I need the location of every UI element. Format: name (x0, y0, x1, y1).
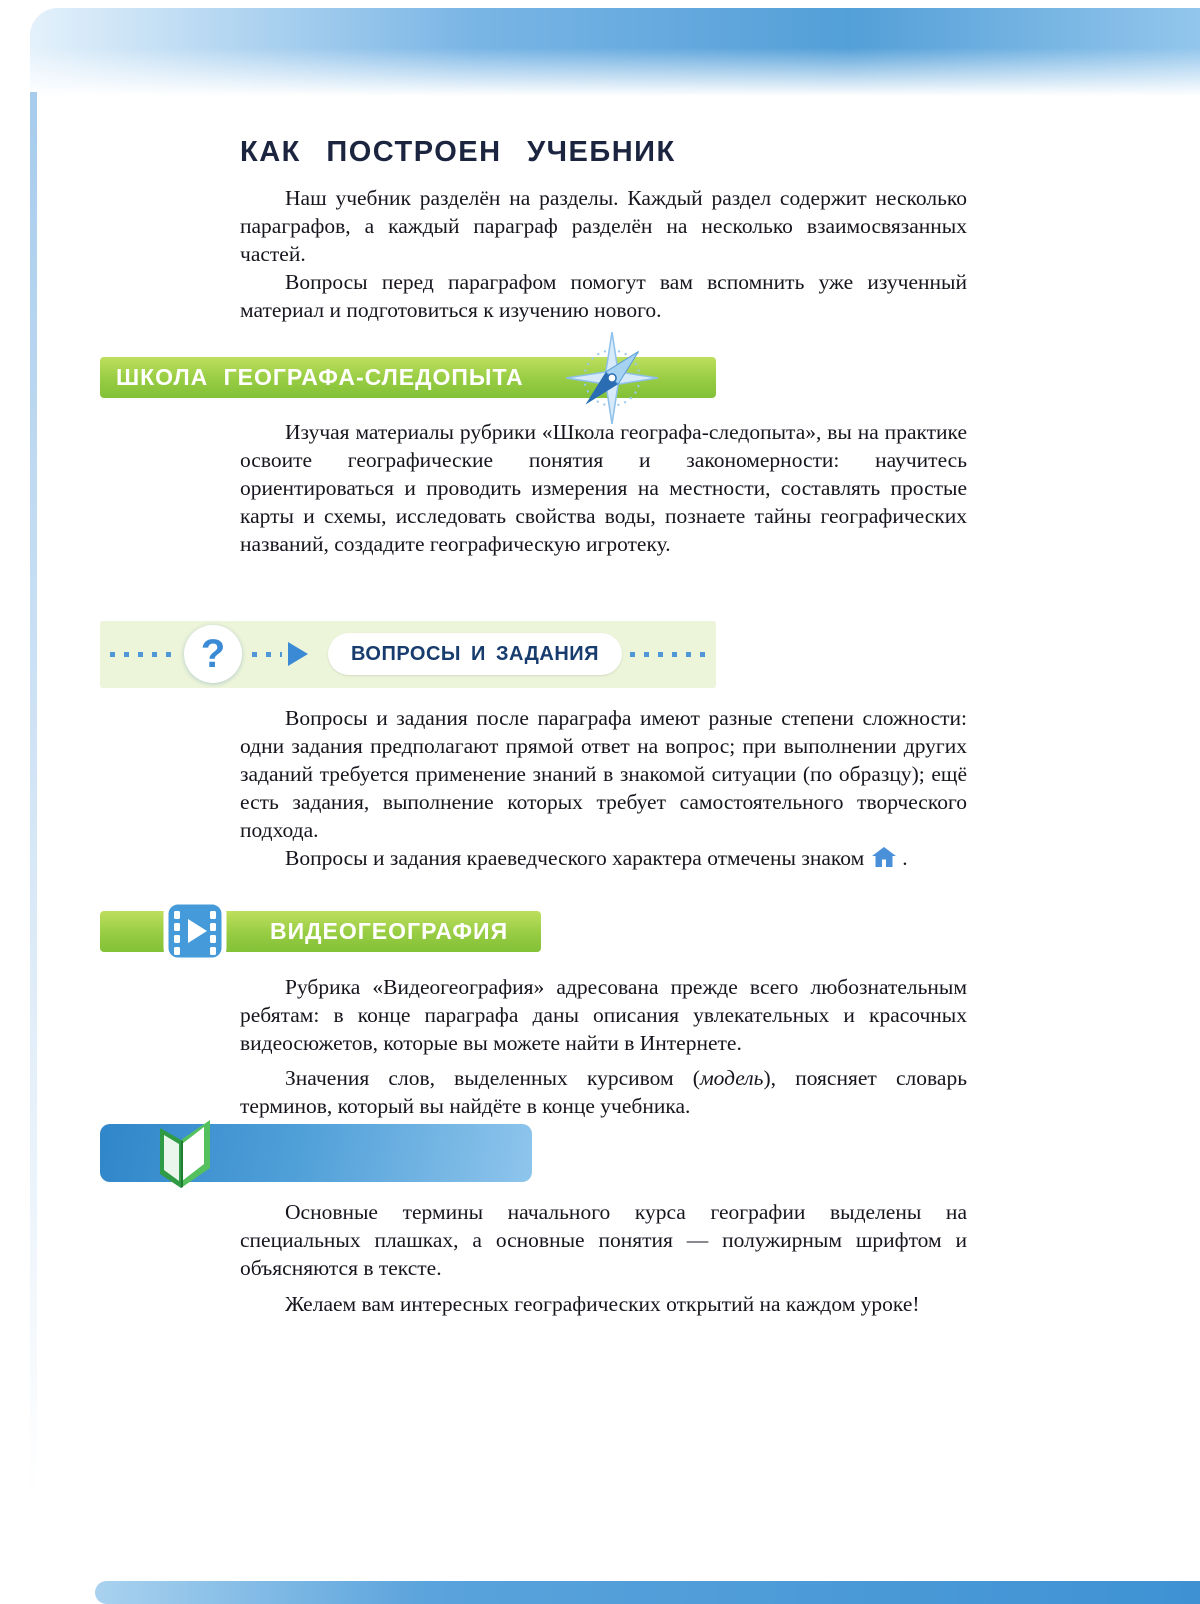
intro-section (240, 184, 967, 324)
banner-school-label: ШКОЛА ГЕОГРАФА-СЛЕДОПЫТА (116, 364, 524, 390)
video-paragraph: Рубрика «Видеогеография» адресована прежде всего любознательным ребятам: в конце параграфа даны описания увлекательных и красочных видеосюжетов, которые вы можете найти в Интернете. (240, 975, 967, 1055)
questions-banner (100, 621, 716, 688)
video-section-text (240, 973, 967, 1057)
left-decorative-strip (30, 92, 37, 1502)
banner-video-label: ВИДЕОГЕОГРАФИЯ (270, 918, 509, 944)
questions-paragraph-2-period: . (902, 846, 908, 870)
dotted-line (630, 652, 706, 657)
questions-paragraph-2-text: Вопросы и задания краеведческого характера отмечены знаком (285, 846, 865, 870)
dotted-line (110, 652, 180, 657)
top-decorative-bar (30, 8, 1200, 96)
glossary-text-before: Значения слов, выделенных курсивом ( (285, 1066, 700, 1090)
questions-paragraph-2 (240, 844, 967, 872)
banner-terms (100, 1124, 532, 1182)
school-paragraph: Изучая материалы рубрики «Школа географа-следопыта», вы на практике освоите географические понятия и закономерности: научитесь ориентироваться и проводить измерения на местности, составлять простые карты и схемы, исследовать свойства воды, познаете тайны географических названий, создадите географическую игротеку. (240, 420, 967, 556)
intro-paragraph-2: Вопросы перед параграфом помогут вам вспомнить уже изученный материал и подготовиться к изучению нового. (240, 270, 967, 322)
banner-videogeography (100, 911, 541, 952)
terms-section-text (240, 1198, 967, 1282)
banner-school-of-geographer (100, 357, 716, 398)
terms-paragraph: Основные термины начального курса географии выделены на специальных плашках, а основные понятия — полужирным шрифтом и объясняются в тексте. (240, 1200, 967, 1280)
video-player-icon (162, 898, 228, 964)
dotted-line (252, 652, 282, 657)
questions-paragraph-1: Вопросы и задания после параграфа имеют разные степени сложности: одни задания предполагают прямой ответ на вопрос; при выполнении других заданий требуется применение знаний в знакомой ситуации (по образцу); ещё есть задания, выполнение которых требует самостоятельного творческого подхода. (240, 706, 967, 842)
questions-banner-label: ВОПРОСЫ И ЗАДАНИЯ (328, 633, 622, 675)
open-book-icon (152, 1110, 218, 1194)
closing-paragraph: Желаем вам интересных географических открытий на каждом уроке! (285, 1292, 920, 1316)
question-mark-glyph: ? (200, 632, 226, 676)
glossary-note (240, 1064, 967, 1120)
bottom-decorative-bar (95, 1581, 1200, 1604)
house-icon (871, 846, 897, 868)
compass-icon (566, 332, 658, 424)
page-title: КАК ПОСТРОЕН УЧЕБНИК (240, 136, 676, 168)
question-mark-icon (184, 625, 242, 683)
school-section-text (240, 418, 967, 558)
arrow-right-icon (288, 642, 308, 666)
intro-paragraph-1: Наш учебник разделён на разделы. Каждый раздел содержит несколько параграфов, а каждый параграф разделён на несколько взаимосвязанных частей. (240, 186, 967, 266)
questions-section-text (240, 704, 967, 872)
glossary-italic-word: модель (699, 1066, 764, 1090)
glossary-text-after: ), поясняет словарь терминов, который вы найдёте в конце учебника. (240, 1066, 967, 1118)
closing-section-text (240, 1290, 967, 1318)
glossary-paragraph (240, 1064, 967, 1120)
